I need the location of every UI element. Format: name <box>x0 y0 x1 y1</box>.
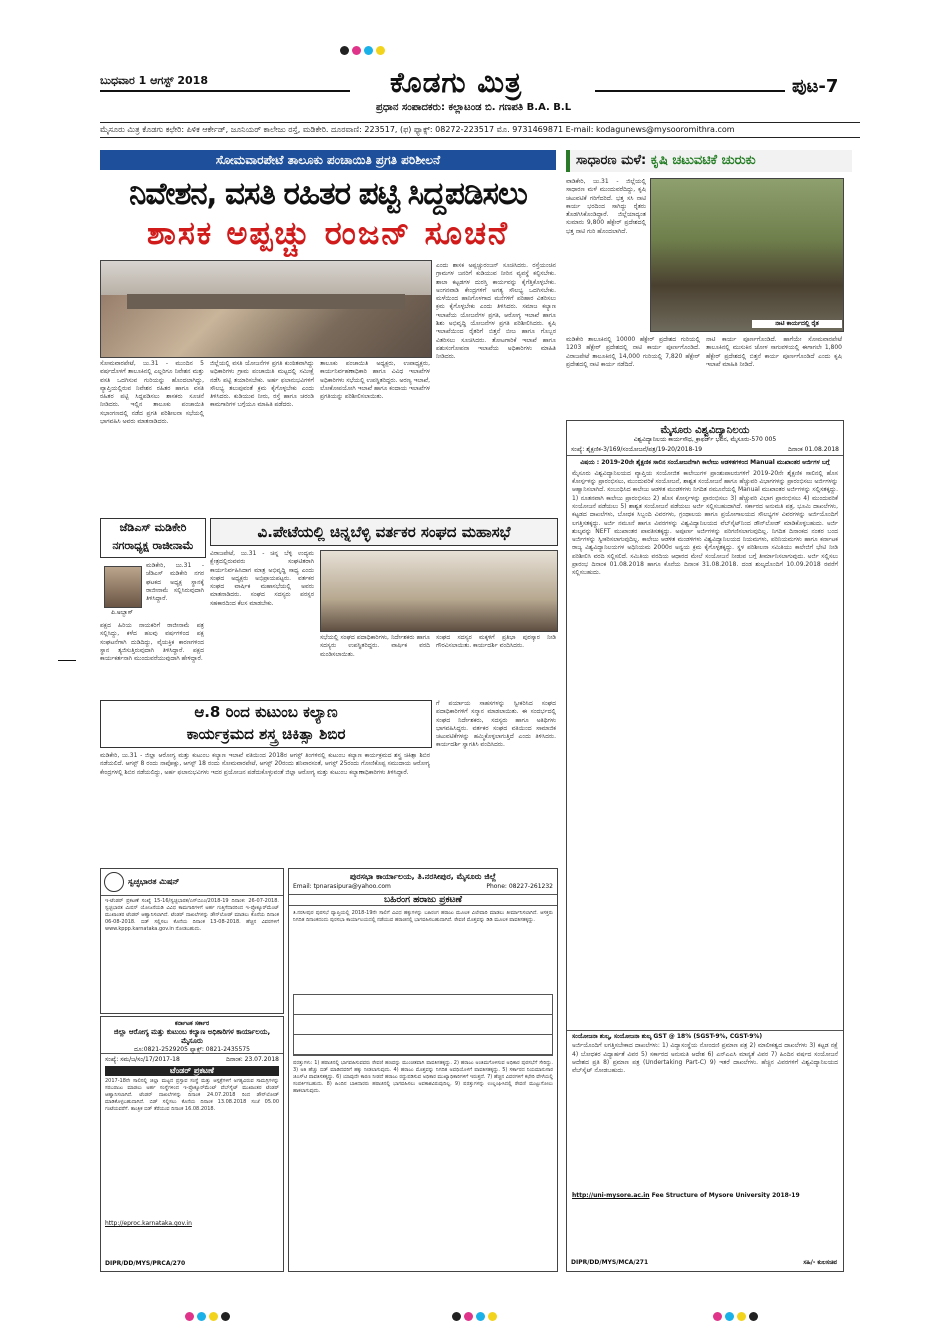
sangha-col-2: ಸಭೆಯಲ್ಲಿ ಸಂಘದ ಪದಾಧಿಕಾರಿಗಳು, ನಿರ್ದೇಶಕರು ಹಾಗೂ ಸದಸ್ಯರು ಉಪಸ್ಥಿತರಿದ್ದರು. ವಾರ್ಷಿಕ ವರದಿ ಮಂಡಿಸಲಾಯಿತು. <box>320 634 430 658</box>
tender-3-url[interactable]: http://eproc.karnataka.gov.in <box>105 1219 192 1227</box>
university-office: ವಿಶ್ವವಿದ್ಯಾನಿಲಯ ಕಾರ್ಯಸೌಧ, ಕ್ರಾಫರ್ಡ್ ಭವನ, ಮೈಸೂರು-570 005 <box>633 436 777 443</box>
tender-3-phone: ದೂ:0821-2529205 ಫ್ಯಾಕ್ಸ್: 0821-2435575 <box>134 1045 250 1053</box>
lead-headline: ನಿವೇಶನ, ವಸತಿ ರಹಿತರ ಪಟ್ಟಿ ಸಿದ್ದಪಡಿಸಲು <box>129 176 527 212</box>
tender-3-body: 2017-18ನೇ ಸಾಲಿನಲ್ಲಿ ಜಿಲ್ಲಾ ಮಟ್ಟದ ಪ್ರಸ್ತಾವ ಸಂಸ್ಥೆ ಮತ್ತು ಆಸ್ಪತ್ರೆಗಳಿಗೆ ಅಗತ್ಯವಿರುವ ಸಾಮಗ್ರಿಗಳನ್ನು ಸರಬರಾಜು ಮಾಡಲು ಅರ್ಹ ಸಂಸ್ಥೆಗಳಿಂದ ಇ-ಪ್ರೊಕ್ಯೂರ್‌ಮೆಂಟ್ ವೆಬ್‌ಸೈಟ್ ಮುಖಾಂತರ ಟೆಂಡರ್ ಆಹ್ವಾನಿಸಲಾಗಿದೆ. ಟೆಂಡರ್ ದಾಖಲೆಗಳನ್ನು ದಿನಾಂಕ 24.07.2018 ರಿಂದ ಡೌನ್‌ಲೋಡ್ ಮಾಡಿಕೊಳ್ಳಬಹುದಾಗಿದೆ. ಬಿಡ್ ಸಲ್ಲಿಸಲು ಕೊನೆಯ ದಿನಾಂಕ 13.08.2018 ಸಂಜೆ 05.00 ಗಂಟೆಯವರೆಗೆ. ತಾಂತ್ರಿಕ ಬಿಡ್ ತೆರೆಯುವ ದಿನಾಂಕ 16.08.2018. <box>105 1077 279 1112</box>
rain-col-a: ವಾಡಿಕೇರಿ, ಜು.31 - ಜಿಲ್ಲೆಯಲ್ಲಿ ಸಾಧಾರಣ ಮಳೆ ಮುಂದುವರೆದಿದ್ದು, ಕೃಷಿ ಚಟುವಟಿಕೆ ಗರಿಗೆದರಿದೆ. ಭತ್ತ ಸಸಿ ನಾಟಿ ಕಾರ್ಯ ಭರದಿಂದ ಸಾಗಿದ್ದು ರೈತರು ತೊಡಗಿಸಿಕೊಂಡಿದ್ದಾರೆ. ಜಿಲ್ಲೆಯಾದ್ಯಂತ ಸುಮಾರು 9,800 ಹೆಕ್ಟೇರ್ ಪ್ರದೇಶದಲ್ಲಿ ಭತ್ತ ನಾಟಿ ಗುರಿ ಹೊಂದಲಾಗಿದೆ. <box>566 178 646 235</box>
rain-headline-green: ಕೃಷಿ ಚಟುವಟಿಕೆ ಚುರುಕು <box>650 153 756 168</box>
university-subject: ವಿಷಯ : 2019-20ನೇ ಶೈಕ್ಷಣಿಕ ಸಾಲಿನ ಸಂಯೋಜನೆಗಾಗಿ ಕಾಲೇಜು ಆಡಳಿತಗಳಿಂದ Manual ಮುಖಾಂತರ ಅರ್ಜಿಗಳ ಬಗ್ಗೆ <box>580 459 830 467</box>
registration-marks-top <box>340 40 388 59</box>
university-website-link[interactable]: http://uni-mysore.ac.in <box>572 1192 650 1200</box>
tender-3-office: ಜಿಲ್ಲಾ ಆರೋಗ್ಯ ಮತ್ತು ಕುಟುಂಬ ಕಲ್ಯಾಣ ಅಧಿಕಾರಿಗಳ ಕಾರ್ಯಾಲಯ, ಮೈಸೂರು <box>113 1027 271 1045</box>
tender-2-email: Email: tpnarasipura@yahoo.com <box>293 883 391 890</box>
rain-headline <box>566 150 852 172</box>
rain-col-c: ನಾಟಿ ಕಾರ್ಯ ಪೂರ್ಣಗೊಂಡಿದೆ. ಹಾಗೆಯೇ ಸೋಮವಾರಪೇಟೆ ತಾಲೂಕಿನಲ್ಲಿ ಮುಸುಕಿನ ಜೋಳ ಸಾಗುವಳಿಯಲ್ಲಿ ಈಗಾಗಲೇ 1,800 ಹೆಕ್ಟೇರ್ ಪ್ರದೇಶದಲ್ಲಿ ಬಿತ್ತನೆ ಕಾರ್ಯ ಪೂರ್ಣಗೊಂಡಿದೆ ಎಂದು ಕೃಷಿ ಇಲಾಖೆ ಮಾಹಿತಿ ನೀಡಿದೆ. <box>706 336 842 368</box>
tender-1-title: ಸ್ವಚ್ಛಭಾರತ ಮಿಷನ್ <box>128 877 180 886</box>
registration-marks-bottom <box>452 1306 500 1325</box>
tender-2-body: ತಿ.ನರಸೀಪುರ ಪುರಸಭೆ ವ್ಯಾಪ್ತಿಯಲ್ಲಿ 2018-19ನೇ ಸಾಲಿಗೆ ವಿವಿಧ ಹಕ್ಕುಗಳನ್ನು ಬಹಿರಂಗ ಹರಾಜು ಮೂಲಕ ವಿಲೇವಾರಿ ಮಾಡಲು ತೀರ್ಮಾನಿಸಲಾಗಿದೆ. ಆಸಕ್ತರು ನಿಗದಿತ ದಿನಾಂಕದಂದು ಪುರಸಭಾ ಕಾರ್ಯಾಲಯದಲ್ಲಿ ನಡೆಯುವ ಹರಾಜಿನಲ್ಲಿ ಭಾಗವಹಿಸಬಹುದಾಗಿದೆ. ಠೇವಣಿ ಮೊತ್ತವನ್ನು ಡಿಡಿ ಮೂಲಕ ಪಾವತಿಸತಕ್ಕದ್ದು. <box>293 909 553 923</box>
tender-3-banner: ಟೆಂಡರ್ ಪ್ರಕಟಣೆ <box>105 1066 279 1076</box>
lead-col-3: ತಾಲೂಕು ಪಂಚಾಯಿತಿ ಅಧ್ಯಕ್ಷರು, ಉಪಾಧ್ಯಕ್ಷರು, ಕಾರ್ಯನಿರ್ವಹಣಾಧಿಕಾರಿ ಹಾಗೂ ವಿವಿಧ ಇಲಾಖೆಗಳ ಅಧಿಕಾರಿಗಳು ಸಭೆಯಲ್ಲಿ ಉಪಸ್ಥಿತರಿದ್ದರು. ಅರಣ್ಯ ಇಲಾಖೆ, ಲೋಕೋಪಯೋಗಿ ಇಲಾಖೆ ಹಾಗೂ ಕಂದಾಯ ಇಲಾಖೆಗಳ ಪ್ರಗತಿಯನ್ನು ಪರಿಶೀಲಿಸಲಾಯಿತು. <box>320 360 430 401</box>
tender-2-title: ಪುರಸಭಾ ಕಾರ್ಯಾಲಯ, ತಿ.ನರಸೀಪುರ, ಮೈಸೂರು ಜಿಲ್ಲೆ <box>349 872 497 881</box>
family-col-right: ಗೆ ಪರ್ಯಾಯ ಸಾಹಸಗಳನ್ನು ಸ್ವೀಕರಿಸಿದ ಸಂಘದ ಪದಾಧಿಕಾರಿಗಳಿಗೆ ಸನ್ಮಾನ ಮಾಡಲಾಯಿತು. ಈ ಸಂದರ್ಭದಲ್ಲಿ ಸಂಘದ ನಿರ್ದೇಶಕರು, ಸದಸ್ಯರು ಹಾಗೂ ಅತಿಥಿಗಳು ಭಾಗವಹಿಸಿದ್ದರು. ವರ್ತಕರ ಸಂಘದ ವತಿಯಿಂದ ಸಾಮಾಜಿಕ ಚಟುವಟಿಕೆಗಳನ್ನು ಹಮ್ಮಿಕೊಳ್ಳಲಾಗುತ್ತಿದೆ ಎಂದು ತಿಳಿಸಿದರು. ಕಾರ್ಯದರ್ಶಿ ಸ್ವಾಗತಿಸಿ ವಂದಿಸಿದರು. <box>436 700 556 749</box>
tender-2-table <box>293 994 553 1056</box>
tender-notice-3 <box>100 1016 284 1272</box>
jds-portrait <box>104 566 142 608</box>
sangha-headline: ವಿ.ಪೇಟೆಯಲ್ಲಿ ಚಿನ್ನಬೆಳ್ಳಿ ವರ್ತಕರ ಸಂಘದ ಮಹಾಸಭೆ <box>210 518 558 546</box>
tender-3-date: ದಿನಾಂಕ: 23.07.2018 <box>226 1056 279 1064</box>
family-subheadline: ಕಾರ್ಯಕ್ರಮದ ಶಸ್ತ್ರ ಚಿಕಿತ್ಸಾ ಶಿಬಿರ <box>186 725 346 743</box>
university-signer: ಸಹಿ/- ಕುಲಸಚಿವ <box>803 1259 837 1267</box>
tender-notice-2 <box>288 868 558 1272</box>
sangha-col-1: ವಿರಾಜಪೇಟೆ, ಜು.31 - ಚಿನ್ನ ಬೆಳ್ಳಿ ಉದ್ಯಮ ಕ್ಷೇತ್ರದಲ್ಲಿರುವವರು ಸಂಘಟಿತರಾಗಿ ಕಾರ್ಯನಿರ್ವಹಿಸಿದಾಗ ಮಾತ್ರ ಅಭಿವೃದ್ಧಿ ಸಾಧ್ಯ ಎಂದು ಸಂಘದ ಅಧ್ಯಕ್ಷರು ಅಭಿಪ್ರಾಯಪಟ್ಟರು. ವರ್ತಕರ ಸಂಘದ ವಾರ್ಷಿಕ ಮಹಾಸಭೆಯಲ್ಲಿ ಅವರು ಮಾತನಾಡಿದರು. ಸಂಘದ ಸದಸ್ಯರು ಪರಸ್ಪರ ಸಹಕಾರದಿಂದ ಕೆಲಸ ಮಾಡಬೇಕು. <box>210 550 314 607</box>
office-info-bar: ಮೈಸೂರು ಮಿತ್ರ ಕೊಡಗು ಕಛೇರಿ: ಪಿಳಿಕ ಆರ್ಕೇಡ್, ಜೂನಿಯರ್ ಕಾಲೇಜು ರಸ್ತೆ, ಮಡಿಕೇರಿ. ದೂರವಾಣಿ: 223517, (ಫ) ಫ್ಯಾಕ್ಸ್: 08272-223517 ಮೊ. 9731469871 E-mail: kodagunews@mysooromithra.com <box>100 122 860 138</box>
lead-kicker: ಸೋಮವಾರಪೇಟೆ ತಾಲೂಕು ಪಂಚಾಯಿತಿ ಪ್ರಗತಿ ಪರಿಶೀಲನೆ <box>100 150 556 170</box>
registration-marks-right <box>713 1306 761 1325</box>
jds-portrait-caption: ಪಿ.ಅಬ್ಬಾಸ್ <box>111 609 133 616</box>
sangha-photo <box>320 550 558 632</box>
masthead-rule-right <box>595 90 785 92</box>
university-ref: ಸಂಖ್ಯೆ: ಶೈಕ್ಷಣಿಕ-3/169/ಸಂಯೋಜನೆ/ಪತ್ರ/19-20/2018-19 <box>571 445 703 453</box>
lead-subheadline: ಶಾಸಕ ಅಪ್ಪಚ್ಚು ರಂಜನ್ ಸೂಚನೆ <box>146 214 509 252</box>
family-headline-box <box>100 700 432 748</box>
university-name: ಮೈಸೂರು ವಿಶ್ವವಿದ್ಯಾನಿಲಯ <box>660 425 750 436</box>
farmer-photo-caption: ನಾಟಿ ಕಾರ್ಯದಲ್ಲಿ ರೈತ <box>752 320 842 328</box>
university-date: ದಿನಾಂಕ 01.08.2018 <box>788 445 839 453</box>
university-body-2: ಅರ್ಜಿಯೊಂದಿಗೆ ಲಗತ್ತಿಸಬೇಕಾದ ದಾಖಲೆಗಳು: 1) ವಿದ್ಯಾಸಂಸ್ಥೆಯ ನೋಂದಣಿ ಪ್ರಮಾಣ ಪತ್ರ 2) ಮಾಲೀಕತ್ವದ ದಾಖಲೆಗಳು 3) ಕಟ್ಟಡ ನಕ್ಷೆ 4) ಬೋಧಕರ ವಿದ್ಯಾರ್ಹತೆ ವಿವರ 5) ಸರ್ಕಾರದ ಅನುಮತಿ ಆದೇಶ 6) ಎನ್‌ಎಎಸಿ ಮಾನ್ಯತೆ ವಿವರ 7) ಹಿಂದಿನ ವರ್ಷದ ಸಂಯೋಜನೆ ಆದೇಶದ ಪ್ರತಿ 8) ಪ್ರಮಾಣ ಪತ್ರ (Undertaking Part-C) 9) ಇತರೆ ದಾಖಲೆಗಳು. ಹೆಚ್ಚಿನ ವಿವರಗಳಿಗೆ ವಿಶ್ವವಿದ್ಯಾನಿಲಯದ ವೆಬ್‌ಸೈಟ್ ನೋಡಬಹುದು. <box>572 1042 838 1075</box>
lead-col-4: ಎಂದು ಶಾಸಕ ಅಪ್ಪಚ್ಚುರಂಜನ್ ಸೂಚಿಸಿದರು. ರಸ್ತೆಯಂಚಿನ ಗ್ರಾಮಗಳ ಜನರಿಗೆ ಕುಡಿಯುವ ನೀರಿನ ವ್ಯವಸ್ಥೆ ಕಲ್ಪಿಸಬೇಕು. ಶಾಲಾ ಕಟ್ಟಡಗಳ ದುರಸ್ತಿ ಕಾರ್ಯವನ್ನು ಕೈಗೆತ್ತಿಕೊಳ್ಳಬೇಕು. ಅಂಗನವಾಡಿ ಕೇಂದ್ರಗಳಿಗೆ ಅಗತ್ಯ ಸೌಲಭ್ಯ ಒದಗಿಸಬೇಕು. ಮಳೆಯಿಂದ ಹಾನಿಗೊಳಗಾದ ಮನೆಗಳಿಗೆ ಪರಿಹಾರ ವಿತರಿಸಲು ಕ್ರಮ ಕೈಗೊಳ್ಳಬೇಕು ಎಂದು ತಿಳಿಸಿದರು. ಸಮಾಜ ಕಲ್ಯಾಣ ಇಲಾಖೆಯ ಯೋಜನೆಗಳ ಪ್ರಗತಿ, ಆರೋಗ್ಯ ಇಲಾಖೆ ಹಾಗೂ ಶಿಶು ಅಭಿವೃದ್ಧಿ ಯೋಜನೆಗಳ ಪ್ರಗತಿ ಪರಿಶೀಲಿಸಿದರು. ಕೃಷಿ ಇಲಾಖೆಯಿಂದ ರೈತರಿಗೆ ಬಿತ್ತನೆ ಬೀಜ ಹಾಗೂ ಗೊಬ್ಬರ ವಿತರಿಸಲು ಸೂಚಿಸಿದರು. ತೋಟಗಾರಿಕೆ ಇಲಾಖೆ ಹಾಗೂ ಪಶುಸಂಗೋಪನಾ ಇಲಾಖೆಯ ಅಧಿಕಾರಿಗಳು ಮಾಹಿತಿ ನೀಡಿದರು. <box>436 262 556 361</box>
sangha-col-3: ಸಂಘದ ಸದಸ್ಯರ ಮಕ್ಕಳಿಗೆ ಪ್ರತಿಭಾ ಪುರಸ್ಕಾರ ನೀಡಿ ಗೌರವಿಸಲಾಯಿತು. ಕಾರ್ಯದರ್ಶಿ ವಂದಿಸಿದರು. <box>436 634 556 650</box>
family-body: ಮಡಿಕೇರಿ, ಜು.31 - ಜಿಲ್ಲಾ ಆರೋಗ್ಯ ಮತ್ತು ಕುಟುಂಬ ಕಲ್ಯಾಣ ಇಲಾಖೆ ವತಿಯಿಂದ 2018ರ ಆಗಸ್ಟ್ ತಿಂಗಳಿನಲ್ಲಿ ಕುಟುಂಬ ಕಲ್ಯಾಣ ಕಾರ್ಯಕ್ರಮದ ಶಸ್ತ್ರ ಚಿಕಿತ್ಸಾ ಶಿಬಿರ ನಡೆಯಲಿದೆ. ಆಗಸ್ಟ್ 8 ರಂದು ನಾಪೋಕ್ಲು, ಆಗಸ್ಟ್ 18 ರಂದು ಸೋಮವಾರಪೇಟೆ, ಆಗಸ್ಟ್ 20ರಂದು ಶನಿವಾರಸಂತೆ, ಆಗಸ್ಟ್ 25ರಂದು ಗೋಣಿಕೊಪ್ಪ ಸಮುದಾಯ ಆರೋಗ್ಯ ಕೇಂದ್ರಗಳಲ್ಲಿ ಶಿಬಿರ ನಡೆಯಲಿದ್ದು, ಅರ್ಹ ಫಲಾನುಭವಿಗಳು ಇದರ ಪ್ರಯೋಜನ ಪಡೆದುಕೊಳ್ಳುವಂತೆ ಜಿಲ್ಲಾ ಆರೋಗ್ಯ ಮತ್ತು ಕುಟುಂಬ ಕಲ್ಯಾಣಾಧಿಕಾರಿಗಳು ತಿಳಿಸಿದ್ದಾರೆ. <box>100 752 430 776</box>
tender-2-subtitle: ಬಹಿರಂಗ ಹರಾಜು ಪ್ರಕಟಣೆ <box>289 894 557 906</box>
tender-notice-1 <box>100 868 284 1014</box>
university-footer: DIPR/DD/MYS/MCA/271 <box>571 1259 649 1267</box>
university-fee-title: Fee Structure of Mysore University 2018-19 <box>651 1192 800 1200</box>
registration-marks-left <box>185 1306 233 1325</box>
rain-col-b: ಮಡಿಕೇರಿ ತಾಲೂಕಿನಲ್ಲಿ 10000 ಹೆಕ್ಟೇರ್ ಪ್ರದೇಶದ ಗುರಿಯಲ್ಲಿ 1203 ಹೆಕ್ಟೇರ್ ಪ್ರದೇಶದಲ್ಲಿ ನಾಟಿ ಕಾರ್ಯ ಪೂರ್ಣಗೊಂಡಿದೆ. ವಿರಾಜಪೇಟೆ ತಾಲೂಕಿನಲ್ಲಿ 14,000 ಗುರಿಯಲ್ಲಿ 7,820 ಹೆಕ್ಟೇರ್ ಪ್ರದೇಶದಲ್ಲಿ ನಾಟಿ ಕಾರ್ಯ ನಡೆದಿದೆ. <box>566 336 700 368</box>
lead-col-1: ಸೋಮವಾರಪೇಟೆ, ಜು.31 - ಮುಂದಿನ 5 ವರ್ಷದೊಳಗೆ ತಾಲೂಕಿನಲ್ಲಿ ಎಲ್ಲರಿಗೂ ನಿವೇಶನ ಮತ್ತು ವಸತಿ ಒದಗಿಸುವ ಗುರಿಯನ್ನು ಹೊಂದಲಾಗಿದ್ದು, ವ್ಯಾಪ್ತಿಯಲ್ಲಿರುವ ನಿವೇಶನ ರಹಿತರ ಹಾಗೂ ವಸತಿ ರಹಿತರ ಪಟ್ಟಿ ಸಿದ್ದಪಡಿಸಲು ಶಾಸಕರು ಸೂಚನೆ ನೀಡಿದರು. ಇಲ್ಲಿನ ತಾಲೂಕು ಪಂಚಾಯಿತಿ ಸಭಾಂಗಣದಲ್ಲಿ ನಡೆದ ಪ್ರಗತಿ ಪರಿಶೀಲನಾ ಸಭೆಯಲ್ಲಿ ಭಾಗವಹಿಸಿ ಅವರು ಮಾತನಾಡಿದರು. <box>100 360 204 426</box>
university-notice <box>566 420 844 1272</box>
issue-date: ಬುಧವಾರ 1 ಆಗಸ್ಟ್ 2018 <box>100 74 208 87</box>
jds-col-a: ಮಡಿಕೇರಿ, ಜು.31 - ಜೆಡಿಎಸ್ ಮಡಿಕೇರಿ ನಗರ ಘಟಕದ ಅಧ್ಯಕ್ಷ ಸ್ಥಾನಕ್ಕೆ ರಾಜೀನಾಮೆ ಸಲ್ಲಿಸಿರುವುದಾಗಿ ತಿಳಿಸಿದ್ದಾರೆ. <box>146 562 204 603</box>
university-body: ಮೈಸೂರು ವಿಶ್ವವಿದ್ಯಾನಿಲಯದ ವ್ಯಾಪ್ತಿಯ ಸಂಯೋಜಿತ ಕಾಲೇಜುಗಳ ಪ್ರಾಂಶುಪಾಲರುಗಳಿಗೆ 2019-20ನೇ ಶೈಕ್ಷಣಿಕ ಸಾಲಿನಲ್ಲಿ ಹೊಸ ಕೋರ್ಸ್ಗಳನ್ನು ಪ್ರಾರಂಭಿಸಲು, ಮುಂದುವರಿಕೆ ಸಂಯೋಜನೆ, ಶಾಶ್ವತ ಸಂಯೋಜನೆ ಹಾಗೂ ಹೆಚ್ಚುವರಿ ವಿಭಾಗಗಳನ್ನು ಪ್ರಾರಂಭಿಸಲು ಅರ್ಜಿಗಳನ್ನು ಆಹ್ವಾನಿಸಲಾಗಿದೆ. ಸಂಬಂಧಿಸಿದ ಕಾಲೇಜು ಆಡಳಿತ ಮಂಡಳಿಗಳು ನಿಗದಿತ ನಮೂನೆಯಲ್ಲಿ Manual ಮುಖಾಂತರ ಅರ್ಜಿಗಳನ್ನು ಸಲ್ಲಿಸತಕ್ಕದ್ದು. 1) ನೂತನವಾಗಿ ಕಾಲೇಜು ಪ್ರಾರಂಭಿಸಲು 2) ಹೊಸ ಕೋರ್ಸ್ಗಳನ್ನು ಪ್ರಾರಂಭಿಸಲು 3) ಹೆಚ್ಚುವರಿ ವಿಭಾಗ ಪ್ರಾರಂಭಿಸಲು 4) ಮುಂದುವರಿಕೆ ಸಂಯೋಜನೆ ಪಡೆಯಲು 5) ಶಾಶ್ವತ ಸಂಯೋಜನೆ ಪಡೆಯಲು ಅರ್ಜಿ ಸಲ್ಲಿಸಬಹುದಾಗಿದೆ. ಸರ್ಕಾರದ ಅನುಮತಿ ಪತ್ರ, ಭೂಮಿ ದಾಖಲೆಗಳು, ಕಟ್ಟಡದ ದಾಖಲೆಗಳು, ಬೋಧಕ ಸಿಬ್ಬಂದಿ ವಿವರಗಳು, ಗ್ರಂಥಾಲಯ ಹಾಗೂ ಪ್ರಯೋಗಾಲಯದ ಸೌಲಭ್ಯಗಳ ವಿವರಗಳನ್ನು ಅರ್ಜಿಯೊಂದಿಗೆ ಲಗತ್ತಿಸತಕ್ಕದ್ದು. ಅರ್ಜಿ ನಮೂನೆ ಹಾಗೂ ವಿವರಗಳನ್ನು ವಿಶ್ವವಿದ್ಯಾನಿಲಯದ ವೆಬ್‌ಸೈಟ್‌ನಿಂದ ಡೌನ್‌ಲೋಡ್ ಮಾಡಿಕೊಳ್ಳಬಹುದು. ಅರ್ಜಿ ಶುಲ್ಕವನ್ನು NEFT ಮುಖಾಂತರ ಪಾವತಿಸತಕ್ಕದ್ದು. ಅಪೂರ್ಣ ಅರ್ಜಿಗಳನ್ನು ಪರಿಗಣಿಸಲಾಗುವುದಿಲ್ಲ. ನಿಗದಿತ ದಿನಾಂಕದ ನಂತರ ಬಂದ ಅರ್ಜಿಗಳನ್ನು ಸ್ವೀಕರಿಸಲಾಗುವುದಿಲ್ಲ. ಕಾಲೇಜು ಆಡಳಿತ ಮಂಡಳಿಗಳು ವಿಶ್ವವಿದ್ಯಾನಿಲಯದ ನಿಯಮಗಳು, ಪರಿನಿಯಮಗಳು ಹಾಗೂ ಕರ್ನಾಟಕ ರಾಜ್ಯ ವಿಶ್ವವಿದ್ಯಾನಿಲಯಗಳ ಅಧಿನಿಯಮ 2000ರ ಅನ್ವಯ ಕ್ರಮ ಕೈಗೊಳ್ಳತಕ್ಕದ್ದು. ಸ್ಥಳ ಪರಿಶೀಲನಾ ಸಮಿತಿಯು ಕಾಲೇಜಿಗೆ ಭೇಟಿ ನೀಡಿ ಪರಿಶೀಲಿಸಿ ವರದಿ ಸಲ್ಲಿಸಲಿದೆ. ಸಮಿತಿಯ ವರದಿಯ ಆಧಾರದ ಮೇಲೆ ಸಂಯೋಜನೆ ನೀಡುವ ಬಗ್ಗೆ ತೀರ್ಮಾನಿಸಲಾಗುವುದು. ಅರ್ಜಿ ಸಲ್ಲಿಸಲು ಪ್ರಾರಂಭ ದಿನಾಂಕ 01.08.2018 ಹಾಗೂ ಕೊನೆಯ ದಿನಾಂಕ 31.08.2018. ದಂಡ ಶುಲ್ಕದೊಂದಿಗೆ 10.09.2018 ರವರೆಗೆ ಸಲ್ಲಿಸಬಹುದು. <box>572 469 838 577</box>
farmer-photo <box>650 178 844 332</box>
lead-col-2: ಜಿಲ್ಲೆಯಲ್ಲಿ ವಸತಿ ಯೋಜನೆಗಳ ಪ್ರಗತಿ ಕುಂಠಿತವಾಗಿದ್ದು ಅಧಿಕಾರಿಗಳು ಗ್ರಾಮ ಪಂಚಾಯಿತಿ ಮಟ್ಟದಲ್ಲಿ ಸಮೀಕ್ಷೆ ನಡೆಸಿ ಪಟ್ಟಿ ತಯಾರಿಸಬೇಕು. ಅರ್ಹ ಫಲಾನುಭವಿಗಳಿಗೆ ಸೌಲಭ್ಯ ತಲುಪುವಂತೆ ಕ್ರಮ ಕೈಗೊಳ್ಳಬೇಕು ಎಂದು ತಿಳಿಸಿದರು. ಕುಡಿಯುವ ನೀರು, ರಸ್ತೆ ಹಾಗೂ ಚರಂಡಿ ಕಾಮಗಾರಿಗಳ ಬಗ್ಗೆಯೂ ಮಾಹಿತಿ ಪಡೆದರು. <box>210 360 314 409</box>
tender-3-title: ಕರ್ನಾಟಕ ಸರ್ಕಾರ <box>174 1020 210 1027</box>
govt-seal-icon <box>104 872 124 892</box>
meeting-photo <box>100 260 432 358</box>
university-fee-line: ಸಂಯೋಜನಾ ಶುಲ್ಕ, ಸಂಯೋಜನಾ ಶುಲ್ಕ GST @ 18% (SGST-9%, CGST-9%) <box>567 1030 843 1043</box>
rain-headline-black: ಸಾಧಾರಣ ಮಳೆ: <box>576 153 647 168</box>
jds-col-b: ಪಕ್ಷದ ಹಿರಿಯ ನಾಯಕರಿಗೆ ರಾಜೀನಾಮೆ ಪತ್ರ ಸಲ್ಲಿಸಿದ್ದು, ಕಳೆದ ಹಲವು ವರ್ಷಗಳಿಂದ ಪಕ್ಷ ಸಂಘಟನೆಗಾಗಿ ದುಡಿದಿದ್ದು, ವೈಯಕ್ತಿಕ ಕಾರಣಗಳಿಂದ ಸ್ಥಾನ ತ್ಯಜಿಸುತ್ತಿರುವುದಾಗಿ ತಿಳಿಸಿದ್ದಾರೆ. ಪಕ್ಷದ ಕಾರ್ಯಕರ್ತನಾಗಿ ಮುಂದುವರೆಯುವುದಾಗಿ ಹೇಳಿದ್ದಾರೆ. <box>100 622 204 663</box>
tender-3-footer: DIPR/DD/MYS/PRCA/270 <box>105 1260 186 1268</box>
tender-3-ref: ಸಂಖ್ಯೆ: ಸಮ/ಜ/ಸಂ/17/2017-18 <box>105 1056 180 1064</box>
editor-line: ಪ್ರಧಾನ ಸಂಪಾದಕರು: ಕಲ್ಲಾಟಂಡ ಬಿ. ಗಣಪತಿ B.A. B.L <box>376 102 572 113</box>
jds-headline: ಜೆಡಿಎಸ್ ಮಡಿಕೇರಿ ನಗರಾಧ್ಯಕ್ಷ ರಾಜೀನಾಮೆ <box>100 518 206 558</box>
tender-1-body: ಇ-ಟೆಂಡರ್ ಪ್ರಕಟಣೆ ಸಂಖ್ಯೆ 15-16/ಸ್ವಚ್ಛಭಾರತ/ಎಸ್‌ಬಿಎಂ/2018-19 ದಿನಾಂಕ: 26-07-2018. ಸ್ವಚ್ಛಭಾರತ ಮಿಷನ್ ಯೋಜನೆಯಡಿ ವಿವಿಧ ಕಾಮಗಾರಿಗಳಿಗೆ ಅರ್ಹ ಗುತ್ತಿಗೆದಾರರಿಂದ ಇ-ಪ್ರೊಕ್ಯೂರ್‌ಮೆಂಟ್ ಮುಖಾಂತರ ಟೆಂಡರ್ ಆಹ್ವಾನಿಸಲಾಗಿದೆ. ಟೆಂಡರ್ ದಾಖಲೆಗಳನ್ನು ಡೌನ್‌ಲೋಡ್ ಮಾಡಲು ಕೊನೆಯ ದಿನಾಂಕ 06-08-2018. ಬಿಡ್ ಸಲ್ಲಿಸಲು ಕೊನೆಯ ದಿನಾಂಕ 13-08-2018. ಹೆಚ್ಚಿನ ವಿವರಗಳಿಗೆ www.kppp.karnataka.gov.in ನೋಡಬಹುದು. <box>105 898 279 932</box>
paper-logo: ಕೊಡಗು ಮಿತ್ರ <box>390 66 523 99</box>
fold-mark <box>58 660 76 661</box>
page-number: ಪುಟ-7 <box>792 76 839 97</box>
tender-2-conditions: ಷರತ್ತುಗಳು: 1) ಹರಾಜಿನಲ್ಲಿ ಭಾಗವಹಿಸುವವರು ಠೇವಣಿ ಹಣವನ್ನು ಮುಂಚಿತವಾಗಿ ಪಾವತಿಸತಕ್ಕದ್ದು. 2) ಹರಾಜು ಅಂತಿಮಗೊಳಿಸುವ ಅಧಿಕಾರ ಪುರಸಭೆಗೆ ಸೇರಿದ್ದು. 3) ಅತಿ ಹೆಚ್ಚು ಬಿಡ್ ಮಾಡಿದವರಿಗೆ ಹಕ್ಕು ನೀಡಲಾಗುವುದು. 4) ಹರಾಜು ಮೊತ್ತವನ್ನು ನಿಗದಿತ ಅವಧಿಯೊಳಗೆ ಪಾವತಿಸತಕ್ಕದ್ದು. 5) ಸರ್ಕಾರದ ನಿಯಮಾನುಸಾರ ಜಿಎಸ್‌ಟಿ ಪಾವತಿಸತಕ್ಕದ್ದು. 6) ಯಾವುದೇ ಕಾರಣ ನೀಡದೆ ಹರಾಜು ರದ್ದುಪಡಿಸುವ ಅಧಿಕಾರ ಮುಖ್ಯಾಧಿಕಾರಿಗಳಿಗೆ ಇರುತ್ತದೆ. 7) ಹೆಚ್ಚಿನ ವಿವರಗಳಿಗೆ ಕಛೇರಿ ವೇಳೆಯಲ್ಲಿ ಸಂಪರ್ಕಿಸಬಹುದು. 8) ಹಿಂದಿನ ಬಾಕಿದಾರರು ಹರಾಜಿನಲ್ಲಿ ಭಾಗವಹಿಸಲು ಅವಕಾಶವಿರುವುದಿಲ್ಲ. 9) ಷರತ್ತುಗಳನ್ನು ಉಲ್ಲಂಘಿಸಿದಲ್ಲಿ ಠೇವಣಿ ಮುಟ್ಟುಗೋಲು ಹಾಕಲಾಗುವುದು. <box>293 1059 553 1094</box>
masthead-rule-left <box>100 90 350 92</box>
tender-2-phone: Phone: 08227-261232 <box>486 883 553 890</box>
family-headline: ಆ.8 ರಿಂದ ಕುಟುಂಬ ಕಲ್ಯಾಣ <box>194 703 338 721</box>
